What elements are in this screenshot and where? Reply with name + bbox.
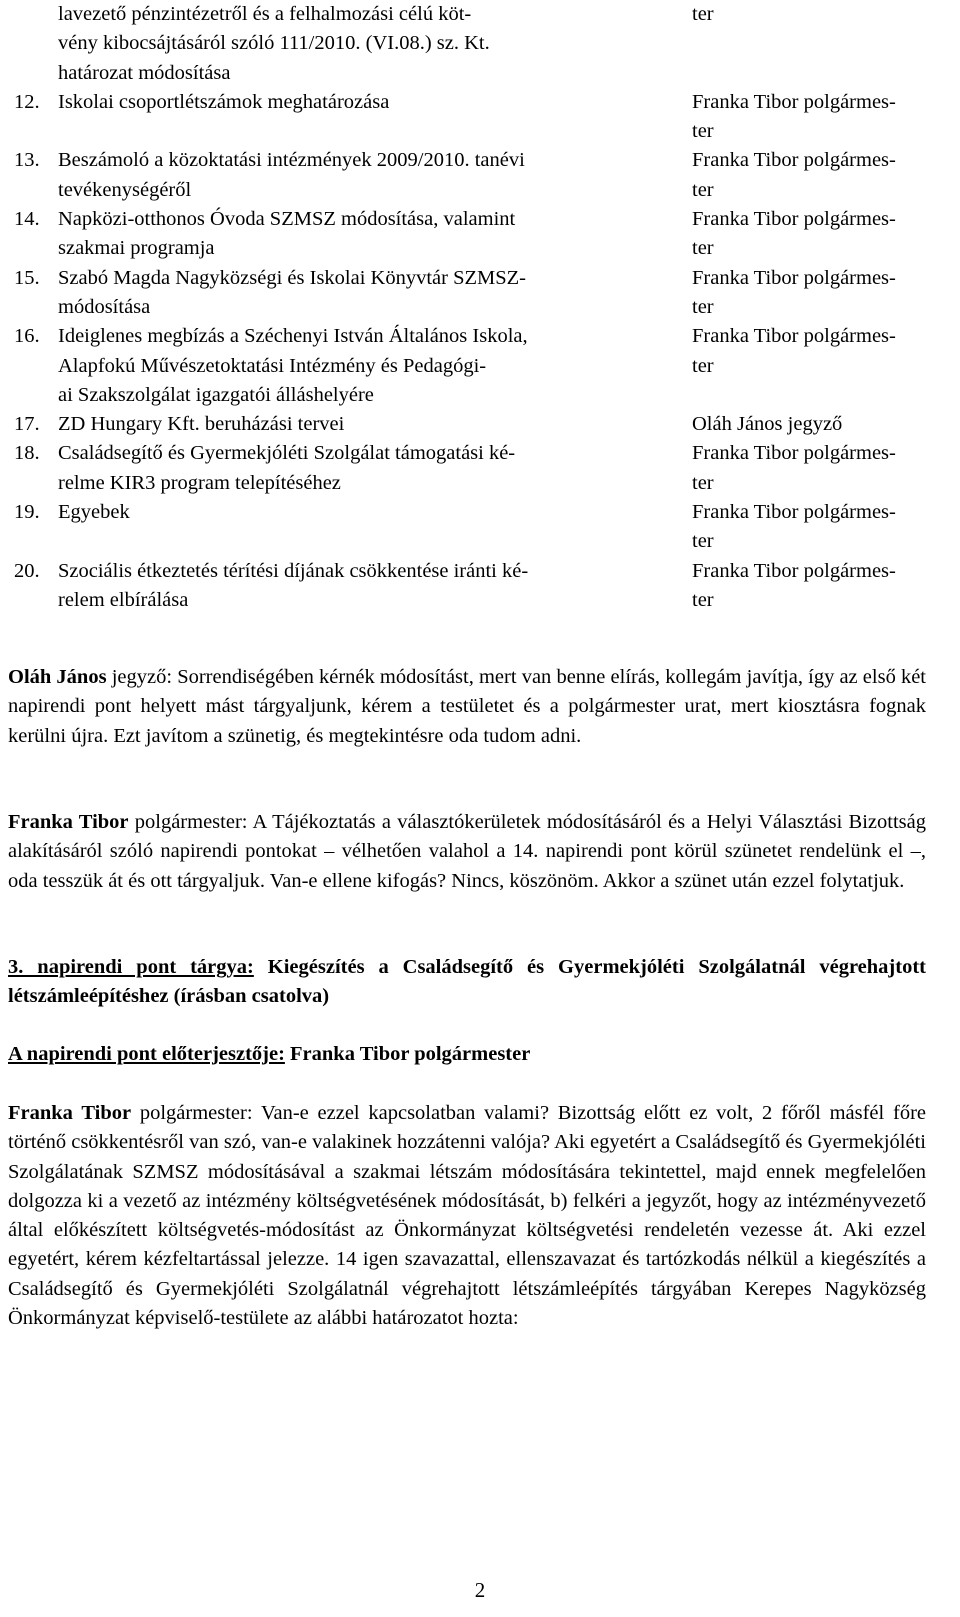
agenda-title-line: tevékenységéről (58, 178, 192, 201)
agenda-row-title (58, 264, 672, 323)
agenda-title-line: Napközi-otthonos Óvoda SZMSZ módosítása, valamint (58, 208, 516, 231)
agenda-row (14, 146, 954, 205)
agenda-row-presenter (672, 498, 950, 557)
agenda-row-title (58, 557, 672, 616)
agenda-presenter-line: Franka Tibor polgármes- (692, 149, 896, 172)
agenda-title-line: módosítása (58, 295, 151, 318)
agenda-title-line: határozat módosítása (58, 61, 231, 84)
agenda-title-line: Családsegítő és Gyermekjóléti Szolgálat támogatási ké- (58, 442, 516, 465)
agenda-row (14, 264, 954, 323)
agenda-title-line: Egyebek (58, 501, 130, 524)
agenda-row-number: 13. (14, 149, 40, 172)
agenda-row-presenter (672, 557, 950, 616)
agenda-row-title (58, 0, 672, 88)
agenda-title-line: Szabó Magda Nagyközségi és Iskolai Könyvtár SZMSZ- (58, 266, 526, 289)
agenda-row-title (58, 439, 672, 498)
paragraph-text: polgármester: Van-e ezzel kapcsolatban valami? Bizottság előtt ez volt, 2 főről másfél főre történő csökkentésről van szó, van-e valakinek hozzátenni valója? Aki egyetért a Családsegítő és Gyermekjóléti Szolgálatának SZMSZ módosításával a szakmai létszám módosítására tekintettel, majd ennek megfelelően dolgozza ki a vezető az intézmény költségvetésének módosítását, b) felkéri a jegyzőt, hogy az intézményvezető által előkészített költségvetés-módosítást az Önkormányzat költségvetési rendeletén vezesse át. Aki ezzel egyetért, kérem kézfeltartással jelezze. 14 igen szavazattal, ellenszavazat és tartózkodás nélkül a kiegészítés a Családsegítő és Gyermekjóléti Szolgálatnál végrehajtott létszámleépítés tárgyában Kerepes Nagyközség Önkormányzat képviselő-testülete az alábbi határozatot hozta: (8, 1102, 926, 1330)
agenda-row (14, 498, 954, 557)
agenda-row-presenter (672, 439, 950, 498)
presenter-name: Franka Tibor polgármester (284, 1043, 531, 1065)
agenda-row (14, 557, 954, 616)
agenda-row-number: 15. (14, 266, 40, 289)
agenda-row-title (58, 322, 672, 410)
agenda-row-title (58, 146, 672, 205)
agenda-row-number: 14. (14, 208, 40, 231)
agenda-item-subject: Kiegészítés a Családsegítő és Gyermekjóléti Szolgálatnál végrehajtott létszámleépítéshez (írásban csatolva) (8, 956, 926, 1008)
speaker-name: Franka Tibor (8, 811, 129, 833)
agenda-row-number: 20. (14, 559, 40, 582)
agenda-item-3-heading (8, 953, 926, 1012)
agenda-presenter-line: Franka Tibor polgármes- (692, 559, 896, 582)
agenda-title-line: Szociális étkeztetés térítési díjának csökkentése iránti ké- (58, 559, 529, 582)
agenda-title-line: lavezető pénzintézetről és a felhalmozási célú köt- (58, 3, 472, 25)
agenda-presenter-line: Franka Tibor polgármes- (692, 501, 896, 524)
agenda-title-line: relem elbírálása (58, 588, 189, 611)
agenda-row (14, 410, 954, 439)
agenda-row-number: 17. (14, 413, 40, 436)
agenda-presenter-line: ter (692, 354, 714, 377)
agenda-row-number: 18. (14, 442, 40, 465)
agenda-presenter-line: Franka Tibor polgármes- (692, 266, 896, 289)
agenda-title-line: Beszámoló a közoktatási intézmények 2009/2010. tanévi (58, 149, 525, 172)
paragraph-olah-janos (8, 663, 926, 751)
agenda-row-presenter (672, 264, 950, 323)
agenda-title-line: ai Szakszolgálat igazgatói álláshelyére (58, 383, 374, 406)
agenda-row (14, 88, 954, 147)
agenda-presenter-line: ter (692, 471, 714, 494)
agenda-presenter-line: Franka Tibor polgármes- (692, 325, 896, 348)
agenda-title-line: szakmai programja (58, 237, 215, 260)
speaker-name: Oláh János (8, 666, 107, 688)
paragraph-franka-tibor-1 (8, 808, 926, 896)
presenter-heading (8, 1040, 926, 1069)
agenda-presenter-line: ter (692, 295, 714, 318)
agenda-presenter-line: Franka Tibor polgármes- (692, 208, 896, 231)
agenda-row (14, 439, 954, 498)
agenda-row-presenter (672, 322, 950, 381)
agenda-title-line: Ideiglenes megbízás a Széchenyi István Általános Iskola, (58, 325, 528, 348)
paragraph-text: jegyző: Sorrendiségében kérnék módosítást, mert van benne elírás, kollegám javítja, így az első két napirendi pont helyett mást tárgyaljunk, kérem a testületet és a polgármester urat, mert kiosztásra fognak kerülni újra. Ezt javítom a szünetig, és megtekintésre oda tudom adni. (8, 666, 927, 747)
agenda-presenter-line: Franka Tibor polgármes- (692, 90, 896, 113)
presenter-label: A napirendi pont előterjesztője: (8, 1043, 285, 1065)
agenda-row-presenter (672, 0, 950, 29)
agenda-row (14, 322, 954, 410)
agenda-row-number: 16. (14, 325, 40, 348)
agenda-row-presenter (672, 205, 950, 264)
agenda-title-line: ZD Hungary Kft. beruházási tervei (58, 413, 345, 436)
agenda-title-line: Alapfokú Művészetoktatási Intézmény és Pedagógi- (58, 354, 487, 377)
agenda-title-line: vény kibocsájtásáról szóló 111/2010. (VI.08.) sz. Kt. (58, 32, 490, 55)
agenda-row-number: 19. (14, 501, 40, 524)
agenda-row-presenter (672, 88, 950, 147)
agenda-presenter-line: Oláh János jegyző (692, 413, 843, 436)
agenda-presenter-line: ter (692, 530, 714, 553)
agenda-presenter-line: ter (692, 237, 714, 260)
agenda-table (14, 0, 954, 615)
agenda-presenter-line: ter (692, 588, 714, 611)
agenda-presenter-line: ter (692, 120, 714, 143)
paragraph-franka-tibor-2 (8, 1099, 926, 1333)
agenda-title-line: Iskolai csoportlétszámok meghatározása (58, 90, 390, 113)
speaker-name: Franka Tibor (8, 1102, 132, 1124)
page-number: 2 (474, 1578, 486, 1602)
agenda-row-title (58, 410, 672, 439)
agenda-row-presenter (672, 410, 950, 439)
agenda-row-number: 12. (14, 90, 40, 113)
agenda-row-title (58, 88, 672, 117)
agenda-presenter-line: ter (692, 3, 714, 25)
agenda-row-title (58, 205, 672, 264)
paragraph-text: polgármester: A Tájékoztatás a választókerületek módosításáról és a Helyi Választási Bizottság alakításáról szóló napirendi pontokat – vélhetően valahol a 14. napirendi pont körül szünetet rendelünk el –, oda tesszük át és ott tárgyaljuk. Van-e ellene kifogás? Nincs, köszönöm. Akkor a szünet után ezzel folytatjuk. (8, 811, 926, 892)
agenda-item-label: 3. napirendi pont tárgya: (8, 956, 254, 978)
agenda-presenter-line: ter (692, 178, 714, 201)
agenda-row-presenter (672, 146, 950, 205)
agenda-title-line: relme KIR3 program telepítéséhez (58, 471, 341, 494)
agenda-presenter-line: Franka Tibor polgármes- (692, 442, 896, 465)
agenda-row (14, 205, 954, 264)
agenda-row (14, 0, 954, 88)
agenda-row-title (58, 498, 672, 527)
